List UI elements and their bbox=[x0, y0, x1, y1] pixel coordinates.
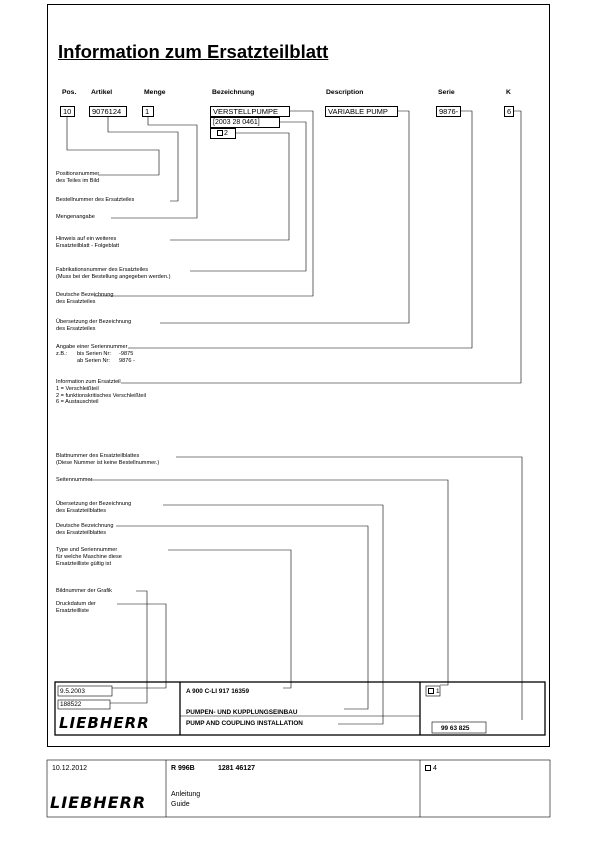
sample-menge: 1 bbox=[142, 106, 154, 117]
label-seriennummer-bis: bis Serien Nr: bbox=[77, 351, 111, 357]
col-header-pos: Pos. bbox=[62, 89, 77, 96]
label-seriennummer-zb: z.B.: bbox=[56, 351, 68, 357]
liebherr-logo: LIEBHERR bbox=[59, 714, 150, 732]
page-icon bbox=[425, 765, 431, 771]
label-positionsnummer: Positionsnummer des Teiles im Bild bbox=[56, 171, 100, 184]
label-seitennummer: Seitennummer bbox=[56, 477, 93, 483]
label-bildnummer: Bildnummer der Grafik bbox=[56, 588, 112, 594]
sample-serie: 9876- bbox=[436, 106, 461, 117]
label-bestellnummer: Bestellnummer des Ersatzteiles bbox=[56, 197, 135, 203]
label-blattnummer: Blattnummer des Ersatzteilblattes (Diese Nummer ist keine Bestellnummer.) bbox=[56, 453, 160, 466]
sample-fabrikationsnummer: [2003 28 0461] bbox=[210, 117, 280, 128]
sample-footer-date: 9.5.2003 bbox=[60, 688, 85, 695]
sample-footer-title-de: PUMPEN- UND KUPPLUNGSEINBAU bbox=[186, 709, 298, 716]
footer-date: 10.12.2012 bbox=[52, 765, 88, 772]
label-seriennummer-ab-value: 9876 - bbox=[119, 358, 135, 364]
label-deutsche-blatt: Deutsche Bezeichnung des Ersatzteilblattes bbox=[56, 523, 114, 536]
col-header-serie: Serie bbox=[438, 89, 455, 96]
footer-page bbox=[425, 765, 437, 772]
sample-description: VARIABLE PUMP bbox=[325, 106, 398, 117]
label-seriennummer-ab: ab Serien Nr: bbox=[77, 358, 110, 364]
sample-bezeichnung: VERSTELLPUMPE bbox=[210, 106, 290, 117]
footer-doc-en: Guide bbox=[171, 801, 190, 808]
label-info: Information zum Ersatzteil 1 = Verschleißteil 2 = funktionskritisches Verschleißteil 6 = Austauschteil bbox=[56, 379, 147, 406]
label-uebersetzung-blatt: Übersetzung der Bezeichnung des Ersatzteilblattes bbox=[56, 501, 132, 514]
sample-footer-type: A 900 C-LI 917 16359 bbox=[186, 688, 249, 695]
sample-footer-page-value: 1 bbox=[436, 688, 440, 695]
page-icon bbox=[428, 688, 434, 694]
label-fabrikationsnummer: Fabrikationsnummer des Ersatzteiles (Muss bei der Bestellung angegeben werden.) bbox=[56, 267, 171, 280]
col-header-description: Description bbox=[326, 89, 364, 96]
label-deutsche-bezeichnung: Deutsche Bezeichnung des Ersatzteiles bbox=[56, 292, 114, 305]
label-seriennummer-bis-value: -9875 bbox=[119, 351, 134, 357]
label-seriennummer: Angabe einer Seriennummer bbox=[56, 344, 128, 350]
footer-page-value: 4 bbox=[433, 765, 437, 772]
col-header-k: K bbox=[506, 89, 511, 96]
sample-pos: 10 bbox=[60, 106, 75, 117]
sample-footer-blatt: 99 63 825 bbox=[441, 725, 470, 732]
label-uebersetzung: Übersetzung der Bezeichnung des Ersatzteiles bbox=[56, 319, 132, 332]
footer-serial: 1281 46127 bbox=[218, 765, 255, 772]
sample-footer-title-en: PUMP AND COUPLING INSTALLATION bbox=[186, 720, 303, 727]
footer-liebherr-logo: LIEBHERR bbox=[50, 793, 147, 812]
page-title: Information zum Ersatzteilblatt bbox=[58, 41, 329, 62]
label-druckdatum: Druckdatum der Ersatzteilliste bbox=[56, 601, 96, 614]
col-header-artikel: Artikel bbox=[91, 89, 113, 96]
footer-doc-de: Anleitung bbox=[171, 791, 201, 798]
label-mengenangabe: Mengenangabe bbox=[56, 214, 95, 220]
sample-folgeblatt-value: 2 bbox=[224, 130, 228, 137]
sample-footer-page bbox=[428, 688, 440, 695]
label-type-serie: Type und Seriennummer für welche Maschine diese Ersatzteilliste gültig ist bbox=[56, 547, 122, 567]
sample-footer-graphic: 188522 bbox=[60, 701, 82, 708]
col-header-menge: Menge bbox=[144, 89, 166, 96]
sample-artikel: 9076124 bbox=[89, 106, 127, 117]
footer-model: R 996B bbox=[171, 765, 195, 772]
sample-k: 6 bbox=[504, 106, 514, 117]
label-hinweis: Hinweis auf ein weiteres Ersatzteilblatt - Folgeblatt bbox=[56, 236, 120, 249]
col-header-bezeichnung: Bezeichnung bbox=[212, 89, 255, 96]
